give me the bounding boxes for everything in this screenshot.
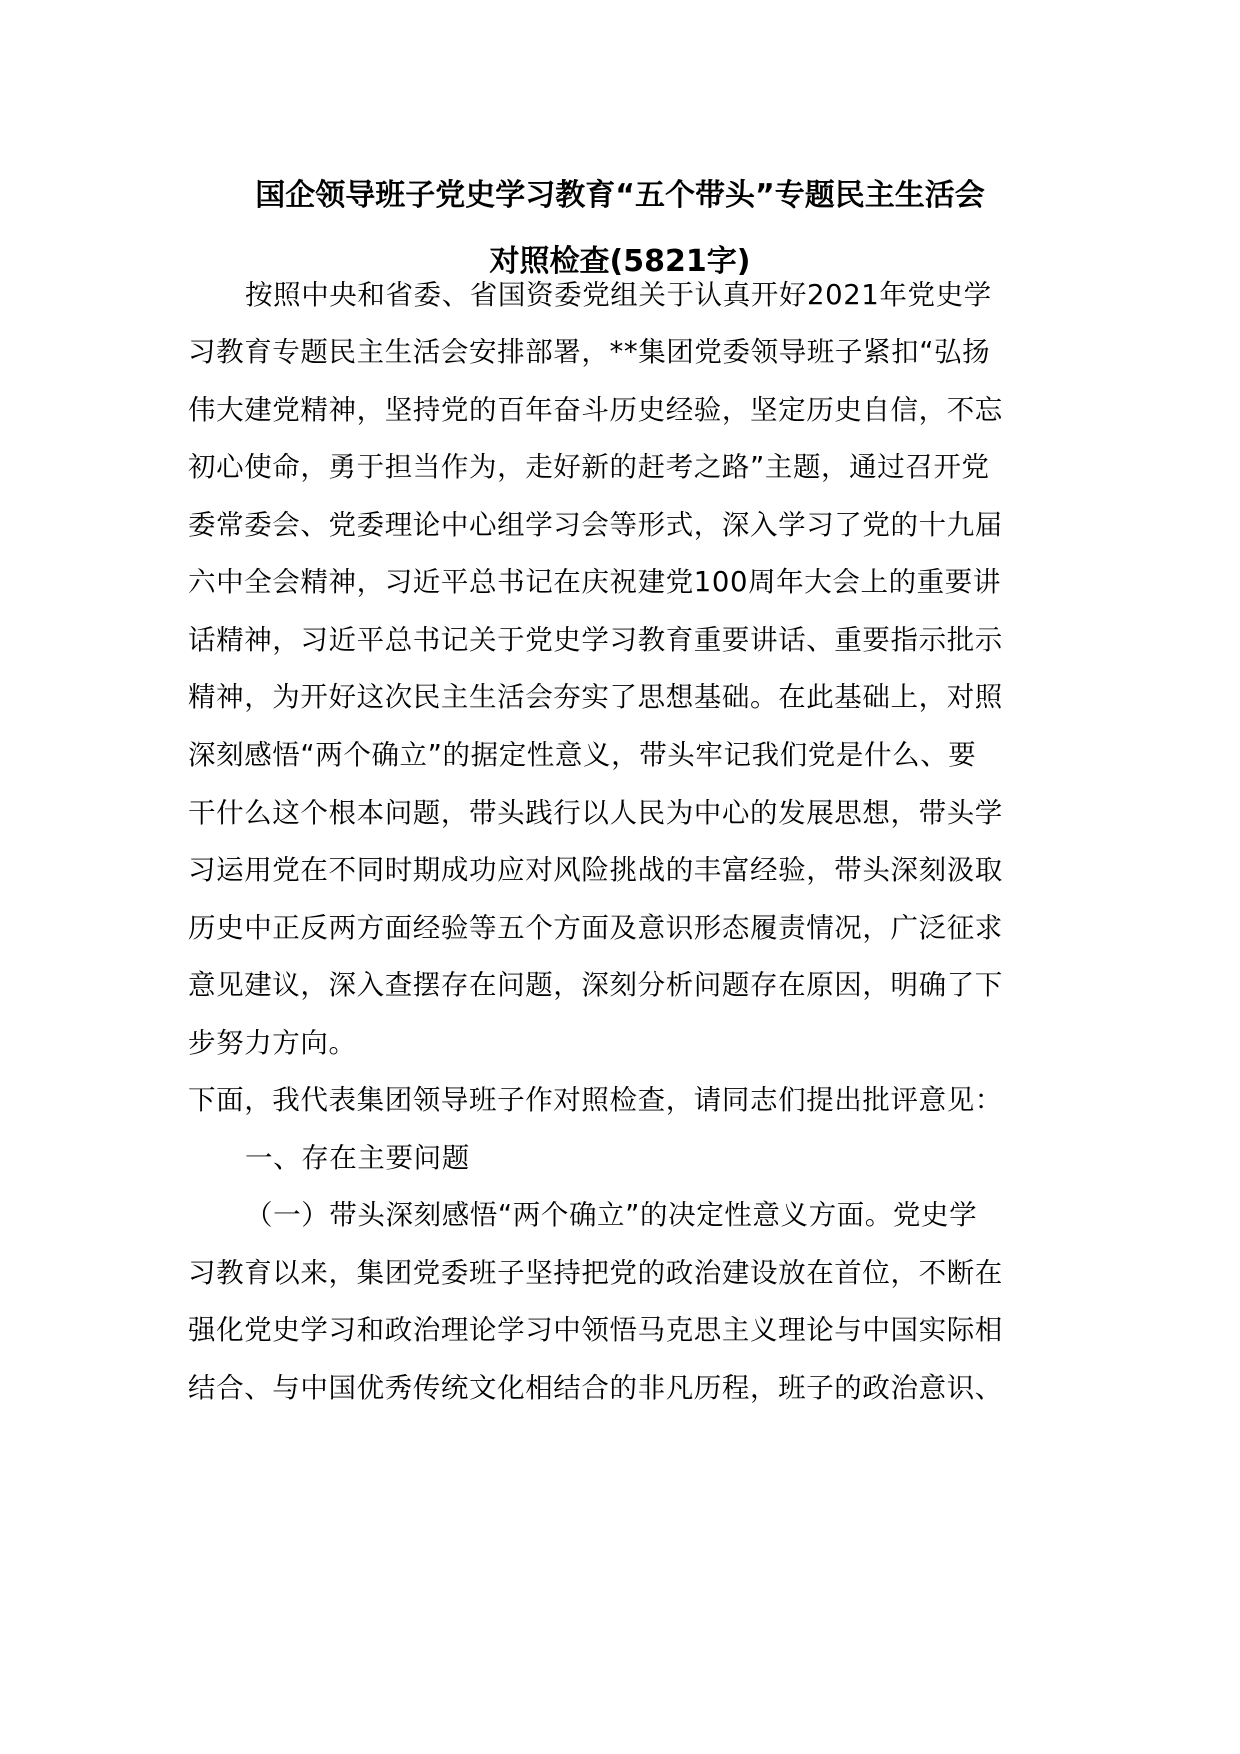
document-title-line-2: 对照检查(5821字) — [489, 244, 751, 279]
section-heading: 一、存在主要问题 — [245, 1142, 470, 1174]
body-line-9: 深刻感悟“两个确立”的据定性意义，带头牢记我们党是什么、要 — [188, 739, 977, 771]
body-line-14: 步努力方向。 — [188, 1027, 357, 1059]
body-line-20: 结合、与中国优秀传统文化相结合的非凡历程，班子的政治意识、 — [188, 1372, 1003, 1404]
body-line-7: 话精神，习近平总书记关于党史学习教育重要讲话、重要指示批示 — [188, 624, 1003, 656]
body-line-3: 伟大建党精神，坚持党的百年奋斗历史经验，坚定历史自信，不忘 — [188, 394, 1003, 426]
body-line-1: 按照中央和省委、省国资委党组关于认真开好2021年党史学 — [245, 279, 992, 311]
document-title-line-1: 国企领导班子党史学习教育“五个带头”专题民主生活会 — [255, 178, 985, 213]
body-line-2: 习教育专题民主生活会安排部署，**集团党委领导班子紧扣“弘扬 — [188, 336, 991, 368]
body-line-17: （一）带头深刻感悟“两个确立”的决定性意义方面。党史学 — [245, 1199, 978, 1231]
body-line-15: 下面，我代表集团领导班子作对照检查，请同志们提出批评意见： — [188, 1084, 1003, 1116]
body-line-13: 意见建议，深入查摆存在问题，深刻分析问题存在原因，明确了下 — [188, 969, 1003, 1001]
body-line-19: 强化党史学习和政治理论学习中领悟马克思主义理论与中国实际相 — [188, 1314, 1003, 1346]
body-line-8: 精神，为开好这次民主生活会夯实了思想基础。在此基础上，对照 — [188, 681, 1003, 713]
body-line-4: 初心使命，勇于担当作为，走好新的赶考之路”主题，通过召开党 — [188, 451, 990, 483]
body-line-5: 委常委会、党委理论中心组学习会等形式，深入学习了党的十九届 — [188, 509, 1003, 541]
body-line-18: 习教育以来，集团党委班子坚持把党的政治建设放在首位，不断在 — [188, 1257, 1003, 1289]
body-line-11: 习运用党在不同时期成功应对风险挑战的丰富经验，带头深刻汲取 — [188, 854, 1003, 886]
body-line-6: 六中全会精神，习近平总书记在庆祝建党100周年大会上的重要讲 — [188, 566, 1001, 598]
body-line-10: 干什么这个根本问题，带头践行以人民为中心的发展思想，带头学 — [188, 797, 1003, 829]
body-line-12: 历史中正反两方面经验等五个方面及意识形态履责情况，广泛征求 — [188, 912, 1003, 944]
